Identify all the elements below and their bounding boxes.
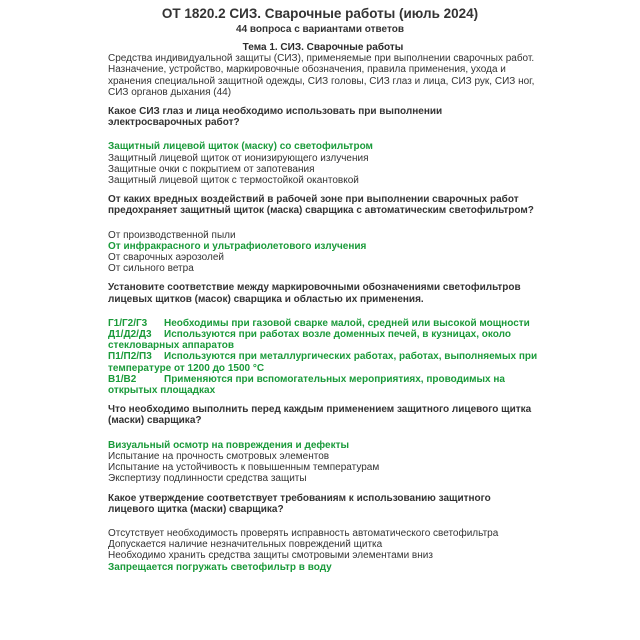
answer-option: Испытание на прочность смотровых элементов [108,450,330,462]
question-block [108,106,538,186]
document-subtitle: 44 вопроса с вариантами ответов [236,24,404,35]
match-text: Используются при металлургических работах, работах, выполняемых при температуре от 1200 до 1500 °С [108,351,538,374]
question-text: Установите соответствие между маркировочными обозначениями светофильтров лицевых щитков (масок) сварщика и областью их применения. [108,282,521,305]
answer-option: Визуальный осмотр на повреждения и дефекты [108,439,350,451]
match-text: Применяются при вспомогательных мероприятиях, проводимых на открытых площадках [108,373,505,397]
answer-option: От сильного ветра [108,263,194,275]
question-block [108,194,538,274]
question-text: Какое СИЗ глаз и лица необходимо использовать при выполнении электросварочных работ? [108,106,443,129]
answer-option: Запрещается погружать светофильтр в воду [108,561,332,573]
answer-option: Защитные очки с покрытием от запотевания [108,163,315,175]
match-row [108,318,538,329]
answer-option: Защитный лицевой щиток от ионизирующего излучения [108,152,369,164]
question-text: Какое утверждение соответствует требованиям к использованию защитного лицевого щитка (маски) сварщика? [108,492,491,515]
document-title: ОТ 1820.2 СИЗ. Сварочные работы (июль 2024) [161,6,479,21]
question-text: Что необходимо выполнить перед каждым применением защитного лицевого щитка (маски) сварщика? [108,404,532,427]
match-row [108,329,538,351]
match-text: Необходимы при газовой сварке малой, средней или высокой мощности [164,317,530,329]
question-block [108,282,538,396]
answer-option: Экспертизу подлинности средства защиты [108,473,307,485]
match-code: В1/В2 [108,373,137,385]
answer-option: От производственной пыли [108,229,236,241]
answer-option: Отсутствует необходимость проверять исправность автоматического светофильтра [108,527,499,539]
question-text: От каких вредных воздействий в рабочей зоне при выполнении сварочных работ предохраняет защитный щиток (маска) сварщика с автоматическим светофильтром? [108,194,534,217]
answer-option: Защитный лицевой щиток с термостойкой окантовкой [108,175,359,187]
answer-option: Защитный лицевой щиток (маску) со светофильтром [108,141,373,153]
match-row [108,351,538,373]
match-code: П1/П2/П3 [108,351,152,363]
document-content [108,42,538,581]
answer-option: От инфракрасного и ультрафиолетового излучения [108,240,367,252]
match-code: Г1/Г2/Г3 [108,317,148,329]
question-block [108,493,538,573]
topic-title: Тема 1. СИЗ. Сварочные работы [242,42,404,53]
match-row [108,374,538,396]
answer-option: Необходимо хранить средства защиты смотровыми элементами вниз [108,550,433,562]
answer-option: Испытание на устойчивость к повышенным температурам [108,462,380,474]
match-text: Используются при работах возле доменных печей, в кузницах, около стекловарных аппаратов [108,329,511,352]
answer-option: Допускается наличие незначительных повреждений щитка [108,539,383,551]
answer-option: От сварочных аэрозолей [108,252,224,264]
question-block [108,404,538,484]
topic-description: Средства индивидуальной защиты (СИЗ), применяемые при выполнении сварочных работ. Назначение, устройство, маркировочные обозначения, правила применения, ухода и хранения специальной защитной одежды, СИЗ головы, СИЗ глаз и лица, СИЗ рук, СИЗ ног, СИЗ органов дыхания (44) [108,53,535,98]
match-code: Д1/Д2/Д3 [108,329,152,341]
